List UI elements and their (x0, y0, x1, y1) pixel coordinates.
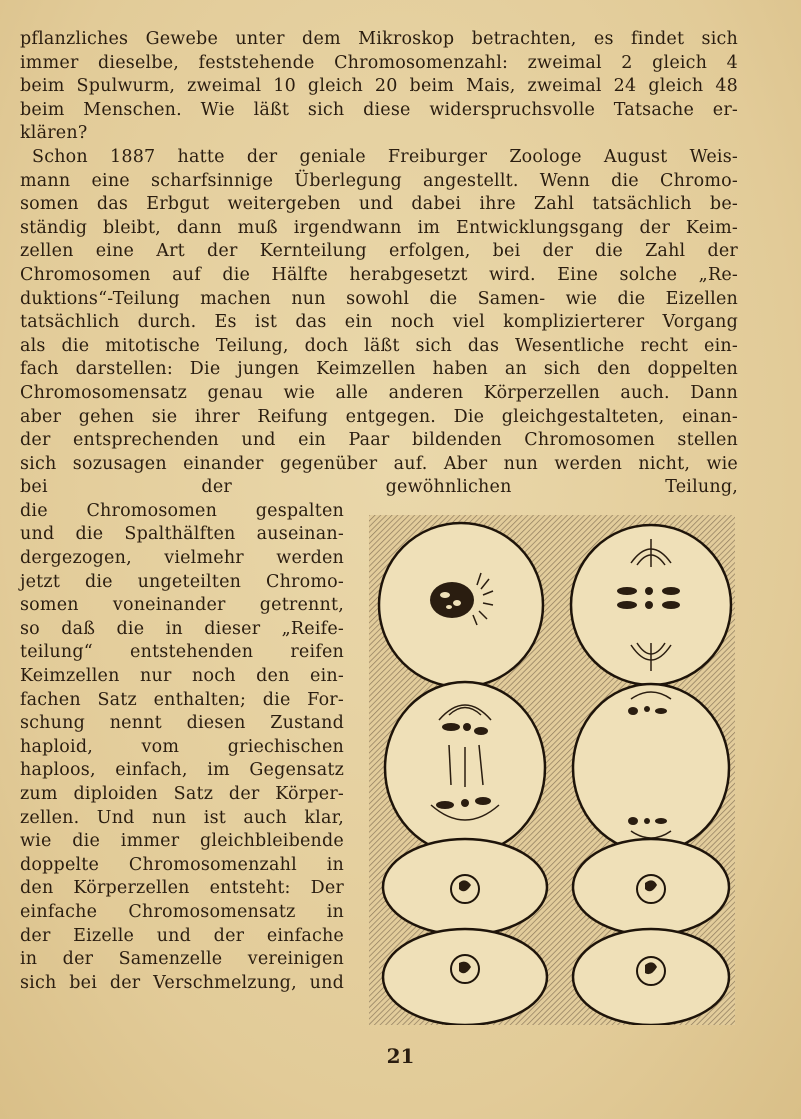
text-line: so daß die in dieser „Reife- (20, 618, 344, 639)
text-line: zellen. Und nun ist auch klar, (20, 807, 344, 828)
text-line (20, 995, 344, 1019)
cell-telophase (573, 684, 729, 852)
text-line: jetzt die ungeteilten Chromo- (20, 571, 344, 592)
text-line: immer dieselbe, feststehende Chromosomenzahl: zweimal 2 gleich 4 (20, 52, 738, 73)
text-line: duktions“-Teilung machen nun sowohl die Samen- wie die Eizellen (20, 288, 738, 309)
text-line: dergezogen, vielmehr werden (20, 548, 344, 569)
text-line: Keimzellen nur noch den ein- (20, 666, 344, 687)
page-number: 21 (386, 1044, 415, 1068)
text-line: Chromosomensatz genau wie alle anderen Körperzellen auch. Dann (20, 382, 738, 403)
text-line: in der Samenzelle vereinigen (20, 949, 344, 970)
text-line: somen voneinander getrennt, (20, 595, 344, 616)
text-line: die Chromosomen gespalten (20, 500, 344, 521)
text-line: haploos, einfach, im Gegensatz (20, 760, 344, 781)
text-line: Chromosomen auf die Hälfte herabgesetzt wird. Eine solche „Re- (20, 264, 738, 285)
text-line: einfache Chromosomensatz in (20, 901, 344, 922)
cell-metaphase (571, 525, 731, 685)
text-line: Schon 1887 hatte der geniale Freiburger Zoologe August Weis- (32, 146, 738, 167)
text-line: zellen eine Art der Kernteilung erfolgen, bei der die Zahl der (20, 241, 738, 262)
text-line: mann eine scharfsinnige Überlegung angestellt. Wenn die Chromo- (20, 170, 738, 191)
meiosis-illustration (369, 515, 735, 1025)
text-line: als die mitotische Teilung, doch läßt sich das Wesentliche recht ein- (20, 335, 738, 356)
text-line: aber gehen sie ihrer Reifung entgegen. Die gleichgestalteten, einan- (20, 406, 738, 427)
text-line: der Eizelle und der einfache (20, 925, 344, 946)
text-line: zum diploiden Satz der Körper- (20, 784, 344, 804)
text-line: haploid, vom griechischen (20, 736, 344, 757)
text-line: fach darstellen: Die jungen Keimzellen haben an sich den doppelten (20, 359, 738, 380)
text-line: fachen Satz enthalten; die For- (20, 689, 344, 710)
text-line: wie die immer gleichbleibende (20, 831, 344, 852)
text-line: schung nennt diesen Zustand (20, 713, 344, 734)
text-line: bei der gewöhnlichen Teilung, (20, 477, 738, 498)
text-line: doppelte Chromosomenzahl in (20, 854, 344, 875)
cell-prophase (379, 523, 543, 687)
text-line: und die Spalthälften auseinan- (20, 524, 344, 545)
text-line: pflanzliches Gewebe unter dem Mikroskop betrachten, es findet sich (20, 29, 738, 49)
meiosis-diagram (369, 515, 735, 1025)
text-line: beim Menschen. Wie läßt sich diese widerspruchsvolle Tatsache er- (20, 99, 738, 120)
text-line: sich bei der Verschmelzung, und (20, 972, 344, 993)
cell-anaphase (385, 682, 545, 854)
text-line: ständig bleibt, dann muß irgendwann im Entwicklungsgang der Keim- (20, 217, 738, 238)
text-line: den Körperzellen entsteht: Der (20, 878, 344, 899)
text-line: tatsächlich durch. Es ist das ein noch viel komplizierterer Vorgang (20, 312, 738, 333)
text-line: der entsprechenden und ein Paar bildenden Chromosomen stellen (20, 430, 738, 451)
text-line: somen das Erbgut weitergeben und dabei ihre Zahl tatsächlich be- (20, 194, 738, 215)
text-line: sich sozusagen einander gegenüber auf. Aber nun werden nicht, wie (20, 453, 738, 474)
text-line: klären? (20, 123, 88, 144)
text-line: beim Spulwurm, zweimal 10 gleich 20 beim Mais, zweimal 24 gleich 48 (20, 76, 738, 97)
text-line: teilung“ entstehenden reifen (20, 642, 344, 663)
